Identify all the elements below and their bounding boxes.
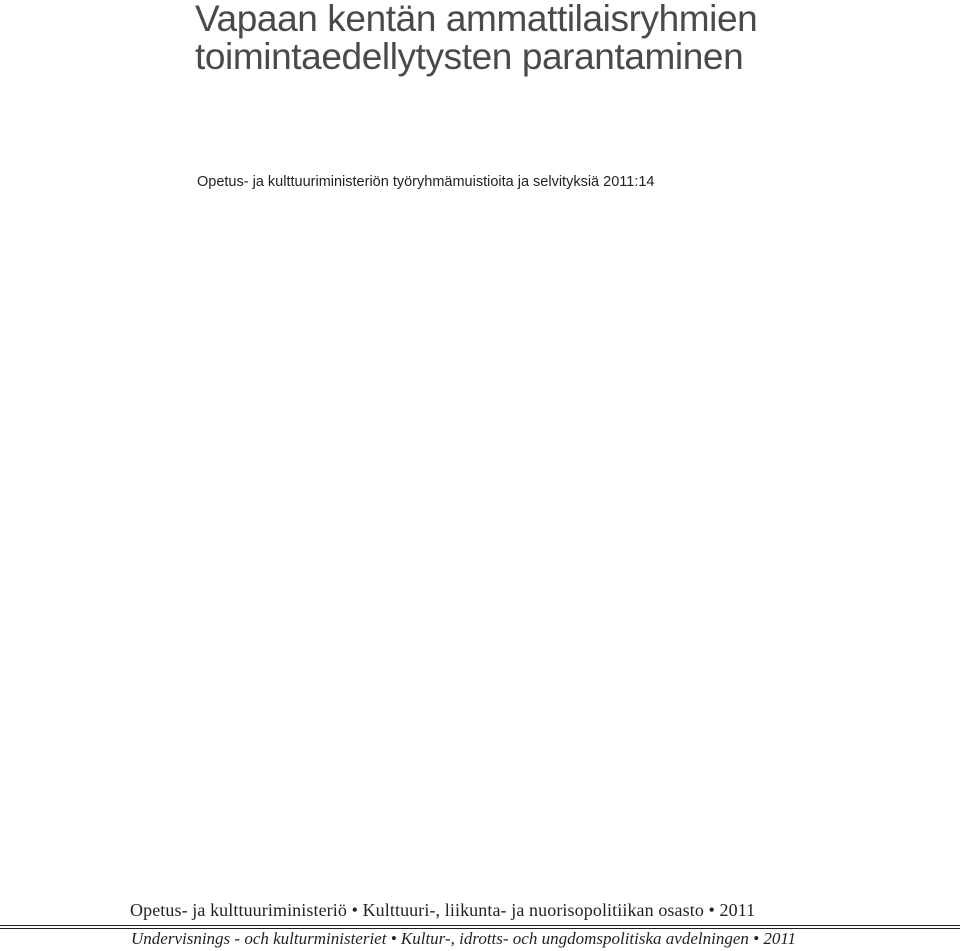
title-line-1: Vapaan kentän ammattilaisryhmien	[195, 0, 758, 39]
footer-publisher-swedish: Undervisnings - och kulturministeriet • Kultur-, idrotts- och ungdomspolitiska avdelningen • 2011	[131, 929, 797, 948]
document-title	[195, 0, 757, 76]
title-line-2: toimintaedellytysten parantaminen	[195, 36, 744, 77]
footer-publisher-finnish: Opetus- ja kulttuuriministeriö • Kulttuuri-, liikunta- ja nuorisopolitiikan osasto • 2011	[130, 900, 756, 920]
footer-divider-top	[0, 925, 960, 926]
publication-series: Opetus- ja kulttuuriministeriön työryhmämuistioita ja selvityksiä 2011:14	[197, 174, 655, 190]
